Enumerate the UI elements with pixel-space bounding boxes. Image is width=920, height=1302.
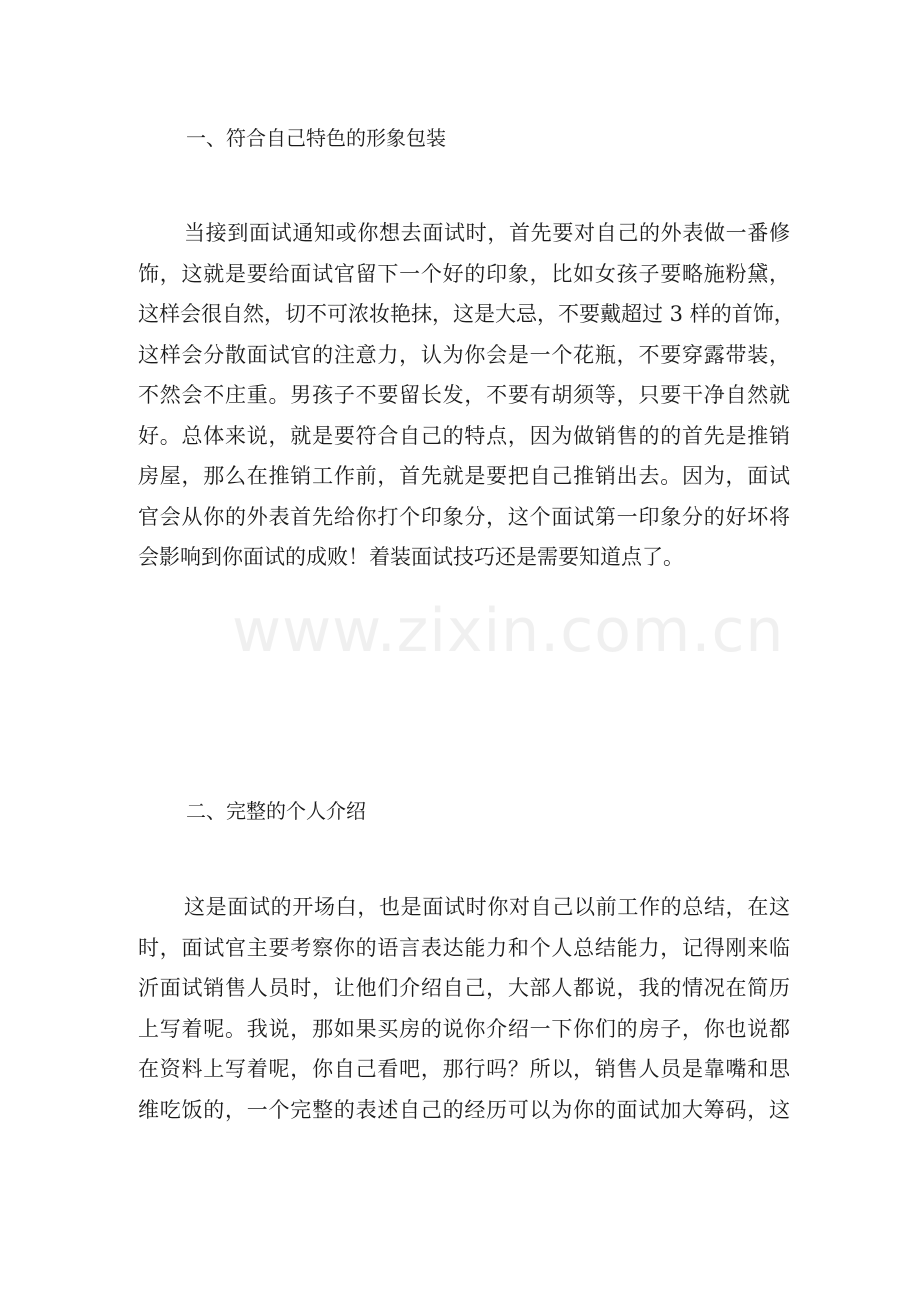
paragraph-line: 好。总体来说，就是要符合自己的特点，因为做销售的的首先是推销	[138, 423, 790, 448]
paragraph-line: 这样会很自然，切不可浓妆艳抹，这是大忌，不要戴超过 3 样的首饰，	[138, 302, 795, 326]
paragraph-line: 不然会不庄重。男孩子不要留长发，不要有胡须等，只要干净自然就	[138, 383, 790, 407]
paragraph-line: 沂面试销售人员时，让他们介绍自己，大部人都说，我的情况在简历	[138, 976, 790, 1000]
section-1-paragraph	[138, 213, 795, 578]
section-1-heading: 一、符合自己特色的形象包装	[186, 126, 446, 150]
paragraph-line: 饰，这就是要给面试官留下一个好的印象，比如女孩子要略施粉黛，	[138, 261, 790, 286]
section-2-paragraph	[138, 887, 790, 1130]
paragraph-line: 在资料上写着呢，你自己看吧，那行吗？所以，销售人员是靠嘴和思	[138, 1057, 790, 1081]
paragraph-line: 会影响到你面试的成败！着装面试技巧还是需要知道点了。	[138, 545, 684, 569]
paragraph-line: 这样会分散面试官的注意力，认为你会是一个花瓶，不要穿露带装，	[138, 342, 790, 367]
paragraph-line: 房屋，那么在推销工作前，首先就是要把自己推销出去。因为，面试	[138, 464, 790, 488]
paragraph-line: 当接到面试通知或你想去面试时，首先要对自己的外表做一番修	[184, 221, 790, 245]
paragraph-line: 上写着呢。我说，那如果买房的说你介绍一下你们的房子，你也说都	[138, 1016, 790, 1041]
paragraph-line: 官会从你的外表首先给你打个印象分，这个面试第一印象分的好坏将	[138, 504, 790, 529]
paragraph-line: 时，面试官主要考察你的语言表达能力和个人总结能力，记得刚来临	[138, 935, 790, 960]
section-2-heading: 二、完整的个人介绍	[186, 799, 366, 823]
watermark: www.zixin.com.cn	[232, 596, 785, 666]
paragraph-line: 这是面试的开场白，也是面试时你对自己以前工作的总结，在这	[184, 895, 790, 919]
paragraph-line: 维吃饭的，一个完整的表述自己的经历可以为你的面试加大筹码，这	[138, 1097, 790, 1122]
